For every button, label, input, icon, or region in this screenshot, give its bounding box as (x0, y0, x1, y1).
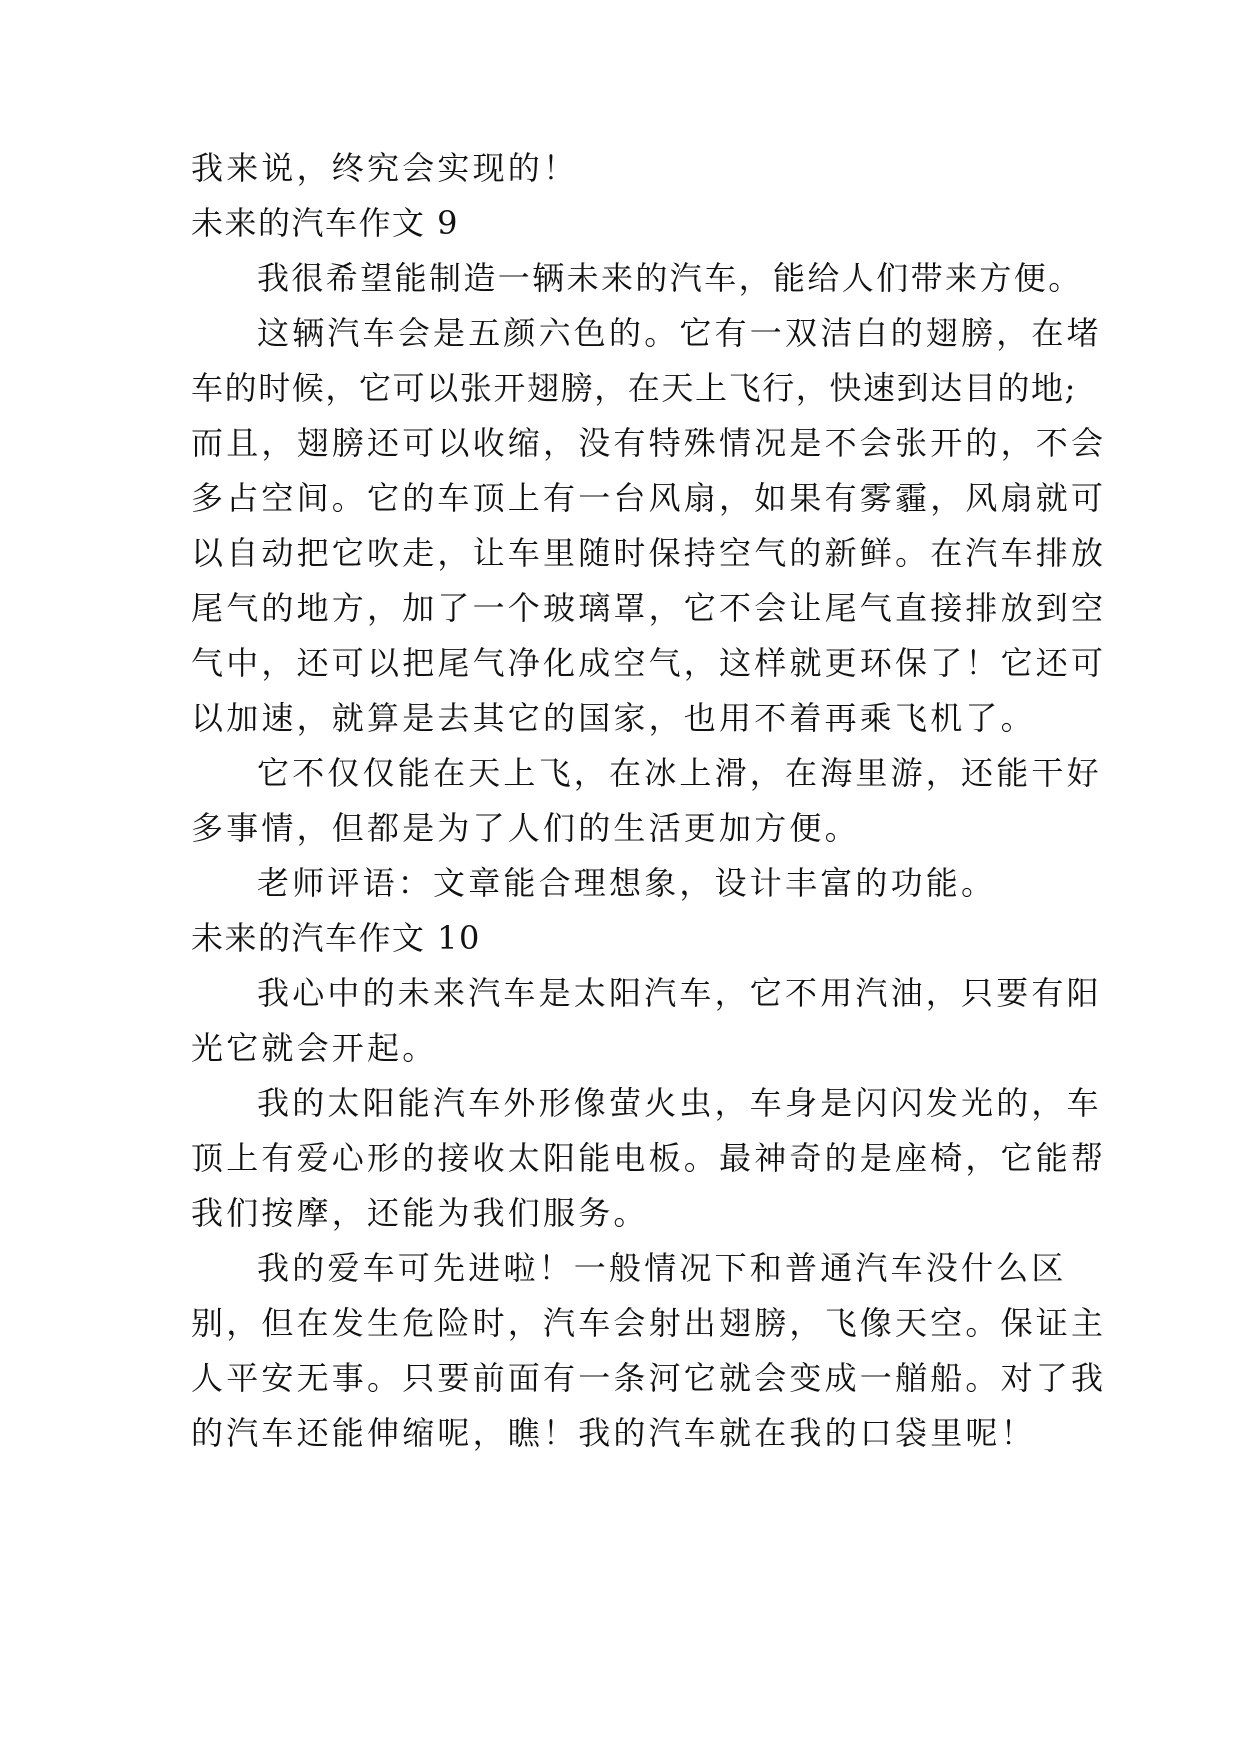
text-line: 以自动把它吹走，让车里随时保持空气的新鲜。在汽车排放 (191, 534, 1107, 572)
paragraph-first-line: 我的爱车可先进啦！一般情况下和普通汽车没什么区 (257, 1249, 1067, 1287)
teacher-comment: 老师评语：文章能合理想象，设计丰富的功能。 (257, 864, 997, 902)
text-line: 的汽车还能伸缩呢，瞧！我的汽车就在我的口袋里呢！ (191, 1414, 1036, 1452)
paragraph-first-line: 它不仅仅能在天上飞，在冰上滑，在海里游，还能干好 (257, 754, 1102, 792)
text-line: 以加速，就算是去其它的国家，也用不着再乘飞机了。 (191, 699, 1036, 737)
text-line: 多事情，但都是为了人们的生活更加方便。 (191, 809, 860, 847)
text-line: 顶上有爱心形的接收太阳能电板。最神奇的是座椅，它能帮 (191, 1139, 1107, 1177)
text-line: 尾气的地方，加了一个玻璃罩，它不会让尾气直接排放到空 (191, 589, 1107, 627)
text-line: 人平安无事。只要前面有一条河它就会变成一艏船。对了我 (191, 1359, 1107, 1397)
paragraph-first-line: 我很希望能制造一辆未来的汽车，能给人们带来方便。 (257, 259, 1083, 297)
text-line: 我们按摩，还能为我们服务。 (191, 1194, 649, 1232)
text-line: 车的时候，它可以张开翅膀，在天上飞行，快速到达目的地; (191, 369, 1077, 407)
text-line: 多占空间。它的车顶上有一台风扇，如果有雾霾，风扇就可 (191, 479, 1107, 517)
paragraph-first-line: 我的太阳能汽车外形像萤火虫，车身是闪闪发光的，车 (257, 1084, 1102, 1122)
text-line: 别，但在发生危险时，汽车会射出翅膀，飞像天空。保证主 (191, 1304, 1107, 1342)
text-line: 而且，翅膀还可以收缩，没有特殊情况是不会张开的，不会 (191, 424, 1107, 462)
section-heading: 未来的汽车作文 9 (191, 204, 460, 242)
section-heading: 未来的汽车作文 10 (191, 919, 481, 957)
text-line: 气中，还可以把尾气净化成空气，这样就更环保了！它还可 (191, 644, 1107, 682)
paragraph-first-line: 这辆汽车会是五颜六色的。它有一双洁白的翅膀，在堵 (257, 314, 1102, 352)
text-line: 我来说，终究会实现的！ (191, 149, 579, 187)
text-line: 光它就会开起。 (191, 1029, 438, 1067)
paragraph-first-line: 我心中的未来汽车是太阳汽车，它不用汽油，只要有阳 (257, 974, 1102, 1012)
